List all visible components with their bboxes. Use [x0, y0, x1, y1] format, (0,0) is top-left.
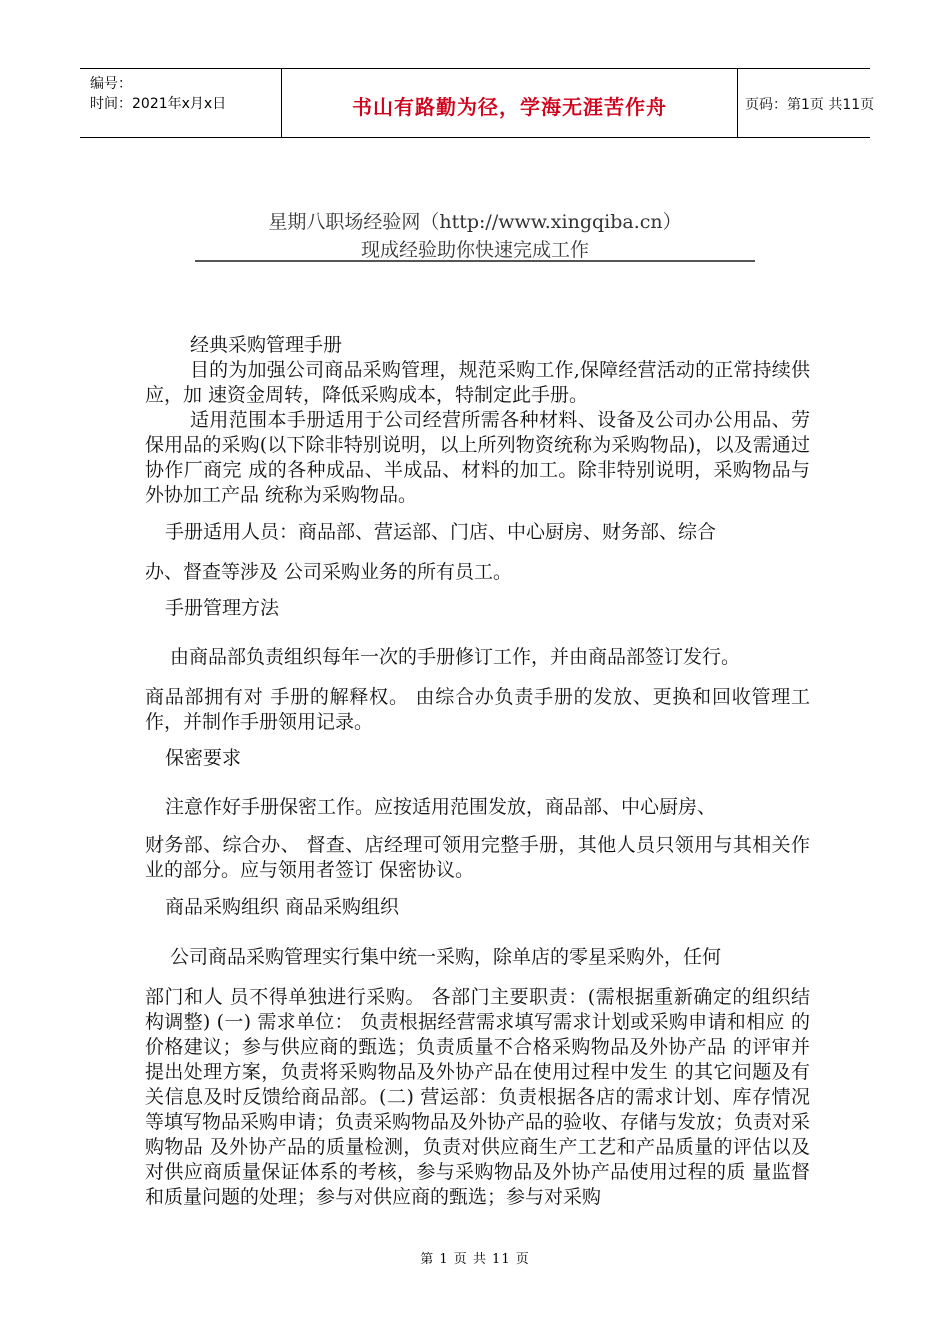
- banner-line-1: 星期八职场经验网（http://www.xingqiba.cn）: [268, 211, 682, 233]
- personnel-line-2: 办、督查等涉及 公司采购业务的所有员工。: [145, 561, 513, 583]
- org-line-1: 公司商品采购管理实行集中统一采购，除单店的零星采购外，任何: [170, 946, 722, 968]
- header-motto-cell: [281, 69, 738, 137]
- page-footer: 第 1 页 共 11 页: [420, 1252, 530, 1267]
- header-meta-cell: [80, 69, 280, 137]
- mgmt-line-2: 商品部拥有对 手册的解释权。 由综合办负责手册的发放、更换和回收管理工作，并制作手册领用记录。: [145, 686, 810, 733]
- mgmt-line-1: 由商品部负责组织每年一次的手册修订工作，并由商品部签订发行。: [170, 646, 741, 668]
- banner-divider: [195, 260, 755, 262]
- scope-paragraph: 适用范围本手册适用于公司经营所需各种材料、设备及公司办公用品、劳保用品的采购(以下除非特别说明，以上所列物资统称为采购物品)，以及需通过协作厂商完 成的各种成品、半成品、材料的加工。除非特别说明，采购物品与外协加工产品 统称为采购物品。: [145, 409, 810, 506]
- personnel-line-1: 手册适用人员：商品部、营运部、门店、中心厨房、财务部、综合: [165, 521, 717, 543]
- mgmt-heading: 手册管理方法: [165, 597, 280, 619]
- org-line-2: 部门和人 员不得单独进行采购。 各部门主要职责：(需根据重新确定的组织结构调整) (一) 需求单位： 负责根据经营需求填写需求计划或采购申请和相应 的价格建议；参与供应商的甄选；负责质量不合格采购物品及外协产品 的评审并提出处理方案，负责将采购物品及外协产品在使用过程中发生 的其它问题及有关信息及时反馈给商品部。(二) 营运部：负责根据各店的需求计划、库存情况等填写物品采购申请；负责采购物品及外协产品的验收、存储与发放；负责对采购物品 及外协产品的质量检测，负责对供应商生产工艺和产品质量的评估以及 对供应商质量保证体系的考核，参与采购物品及外协产品使用过程的质 量监督和质量问题的处理；参与对供应商的甄选；参与对采购: [145, 986, 811, 1208]
- secret-line-2: 财务部、综合办、 督查、店经理可领用完整手册，其他人员只领用与其相关作业的部分。应与领用者签订 保密协议。: [145, 834, 810, 881]
- header-table: [80, 68, 875, 138]
- banner-line-2: 现成经验助你快速完成工作: [360, 239, 589, 261]
- secret-line-1: 注意作好手册保密工作。应按适用范围发放，商品部、中心厨房、: [165, 796, 717, 818]
- page-info: 页码：第1页 共11页: [745, 97, 875, 113]
- secret-heading: 保密要求: [165, 747, 242, 769]
- site-banner: [195, 208, 755, 264]
- time-label: 时间：2021年x月x日: [90, 96, 227, 112]
- serial-label: 编号：: [90, 76, 132, 92]
- org-heading: 商品采购组织 商品采购组织: [165, 896, 400, 918]
- header-page-cell: [737, 69, 875, 137]
- motto: 书山有路勤为径，学海无涯苦作舟: [352, 95, 667, 119]
- document-title: 经典采购管理手册: [190, 334, 343, 356]
- purpose-paragraph: 目的为加强公司商品采购管理，规范采购工作,保障经营活动的正常持续供应，加 速资金周转，降低采购成本，特制定此手册。: [145, 359, 810, 406]
